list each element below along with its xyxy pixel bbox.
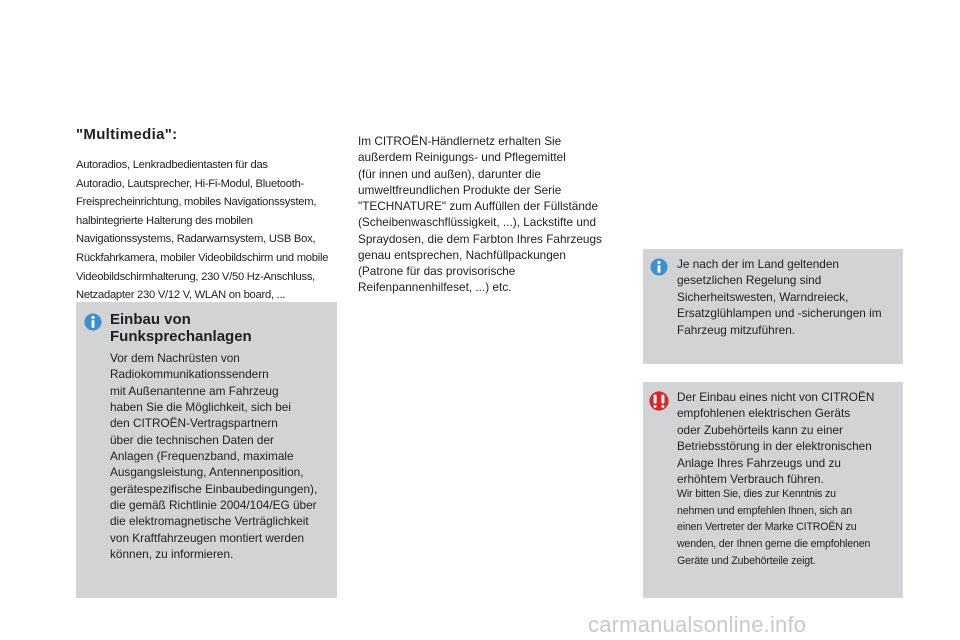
text-line: erhöhtem Verbrauch führen. bbox=[677, 472, 824, 487]
text-line: gesetzlichen Regelung sind bbox=[677, 273, 822, 288]
text-line: "TECHNATURE" zum Auffüllen der Füllstände bbox=[358, 199, 599, 213]
text-line: (Patrone für das provisorische bbox=[358, 264, 516, 278]
text-line: Je nach der im Land geltenden bbox=[677, 257, 839, 271]
title-line: Funksprechanlagen bbox=[110, 328, 252, 345]
text-line: Reifenpannenhilfeset, ...) etc. bbox=[358, 280, 512, 295]
text-line: Fahrzeug mitzuführen. bbox=[677, 322, 796, 337]
text-line: Autoradios, Lenkradbedientasten für das bbox=[76, 159, 268, 171]
multimedia-text bbox=[76, 156, 338, 305]
text-line: den CITROËN-Vertragspartnern bbox=[110, 416, 278, 431]
text-line: (für innen und außen), darunter die bbox=[358, 166, 541, 181]
text-line: empfohlenen elektrischen Geräts bbox=[677, 406, 851, 421]
text-line: oder Zubehörteils kann zu einer bbox=[677, 422, 843, 437]
text-line: Anlage Ihres Fahrzeugs und zu bbox=[677, 455, 841, 470]
text-line: (Scheibenwaschflüssigkeit, ...), Lackstifte und bbox=[358, 215, 597, 230]
text-line: Anlagen (Frequenzband, maximale bbox=[110, 449, 294, 464]
text-line: Radiokommunikationssendern bbox=[110, 367, 269, 382]
text-line: Freisprecheinrichtung, mobiles Navigationssystem, bbox=[76, 196, 317, 209]
text-line: mit Außenantenne am Fahrzeug bbox=[110, 383, 279, 398]
text-line: Ausgangsleistung, Antennenposition, bbox=[110, 465, 304, 480]
watermark: carmanualsonline.info bbox=[588, 612, 807, 637]
text-line: Im CITROËN-Händlernetz erhalten Sie bbox=[358, 134, 562, 148]
text-line: Videobildschirmhalterung, 230 V/50 Hz-Anschluss, bbox=[76, 270, 316, 283]
text-line: Autoradio, Lautsprecher, Hi-Fi-Modul, Bluetooth- bbox=[76, 177, 305, 190]
text-line: einen Vertreter der Marke CITROËN zu bbox=[677, 521, 857, 534]
legal-box-text bbox=[677, 256, 899, 338]
warning-box-text bbox=[677, 389, 899, 487]
text-line: Vor dem Nachrüsten von bbox=[110, 351, 240, 365]
text-line: Spraydosen, die dem Farbton Ihres Fahrzeugs bbox=[358, 231, 602, 246]
multimedia-title: "Multimedia": bbox=[76, 126, 178, 143]
text-line: von Kraftfahrzeugen montiert werden bbox=[110, 530, 305, 545]
text-line: die elektromagnetische Verträglichkeit bbox=[110, 514, 309, 529]
radio-box-text bbox=[110, 350, 336, 562]
text-line: Navigationssystems, Radarwarnsystem, USB Box, bbox=[76, 233, 316, 246]
warning-box-note bbox=[677, 486, 901, 570]
text-line: Der Einbau eines nicht von CITROËN bbox=[677, 390, 875, 404]
text-line: wenden, der Ihnen gerne die empfohlenen bbox=[677, 538, 871, 551]
text-line: halbintegrierte Halterung des mobilen bbox=[76, 214, 253, 227]
text-line: gerätespezifische Einbaubedingungen), bbox=[110, 481, 318, 496]
text-line: nehmen und empfehlen Ihnen, sich an bbox=[677, 504, 852, 517]
text-line: außerdem Reinigungs- und Pflegemittel bbox=[358, 150, 566, 165]
text-line: Wir bitten Sie, dies zur Kenntnis zu bbox=[677, 488, 836, 500]
text-line: über die technischen Daten der bbox=[110, 432, 274, 447]
text-line: umweltfreundlichen Produkte der Serie bbox=[358, 182, 562, 197]
dealer-products-text bbox=[358, 133, 628, 296]
text-line: die gemäß Richtlinie 2004/104/EG über bbox=[110, 498, 317, 513]
text-line: Betriebsstörung in der elektronischen bbox=[677, 439, 872, 454]
text-line: Sicherheitswesten, Warndreieck, bbox=[677, 289, 849, 304]
text-line: können, zu informieren. bbox=[110, 547, 234, 562]
info-icon bbox=[84, 313, 102, 331]
text-line: genau entsprechen, Nachfüllpackungen bbox=[358, 247, 566, 262]
title-line: Einbau von bbox=[110, 311, 191, 328]
info-icon bbox=[650, 258, 668, 276]
text-line: haben Sie die Möglichkeit, sich bei bbox=[110, 400, 291, 415]
warning-icon bbox=[649, 391, 669, 411]
text-line: Netzadapter 230 V/12 V, WLAN on board, ... bbox=[76, 289, 286, 302]
radio-box-title bbox=[110, 311, 330, 345]
text-line: Ersatzglühlampen und -sicherungen im bbox=[677, 306, 882, 321]
text-line: Geräte und Zubehörteile zeigt. bbox=[677, 554, 816, 567]
text-line: Rückfahrkamera, mobiler Videobildschirm und mobile bbox=[76, 251, 329, 264]
